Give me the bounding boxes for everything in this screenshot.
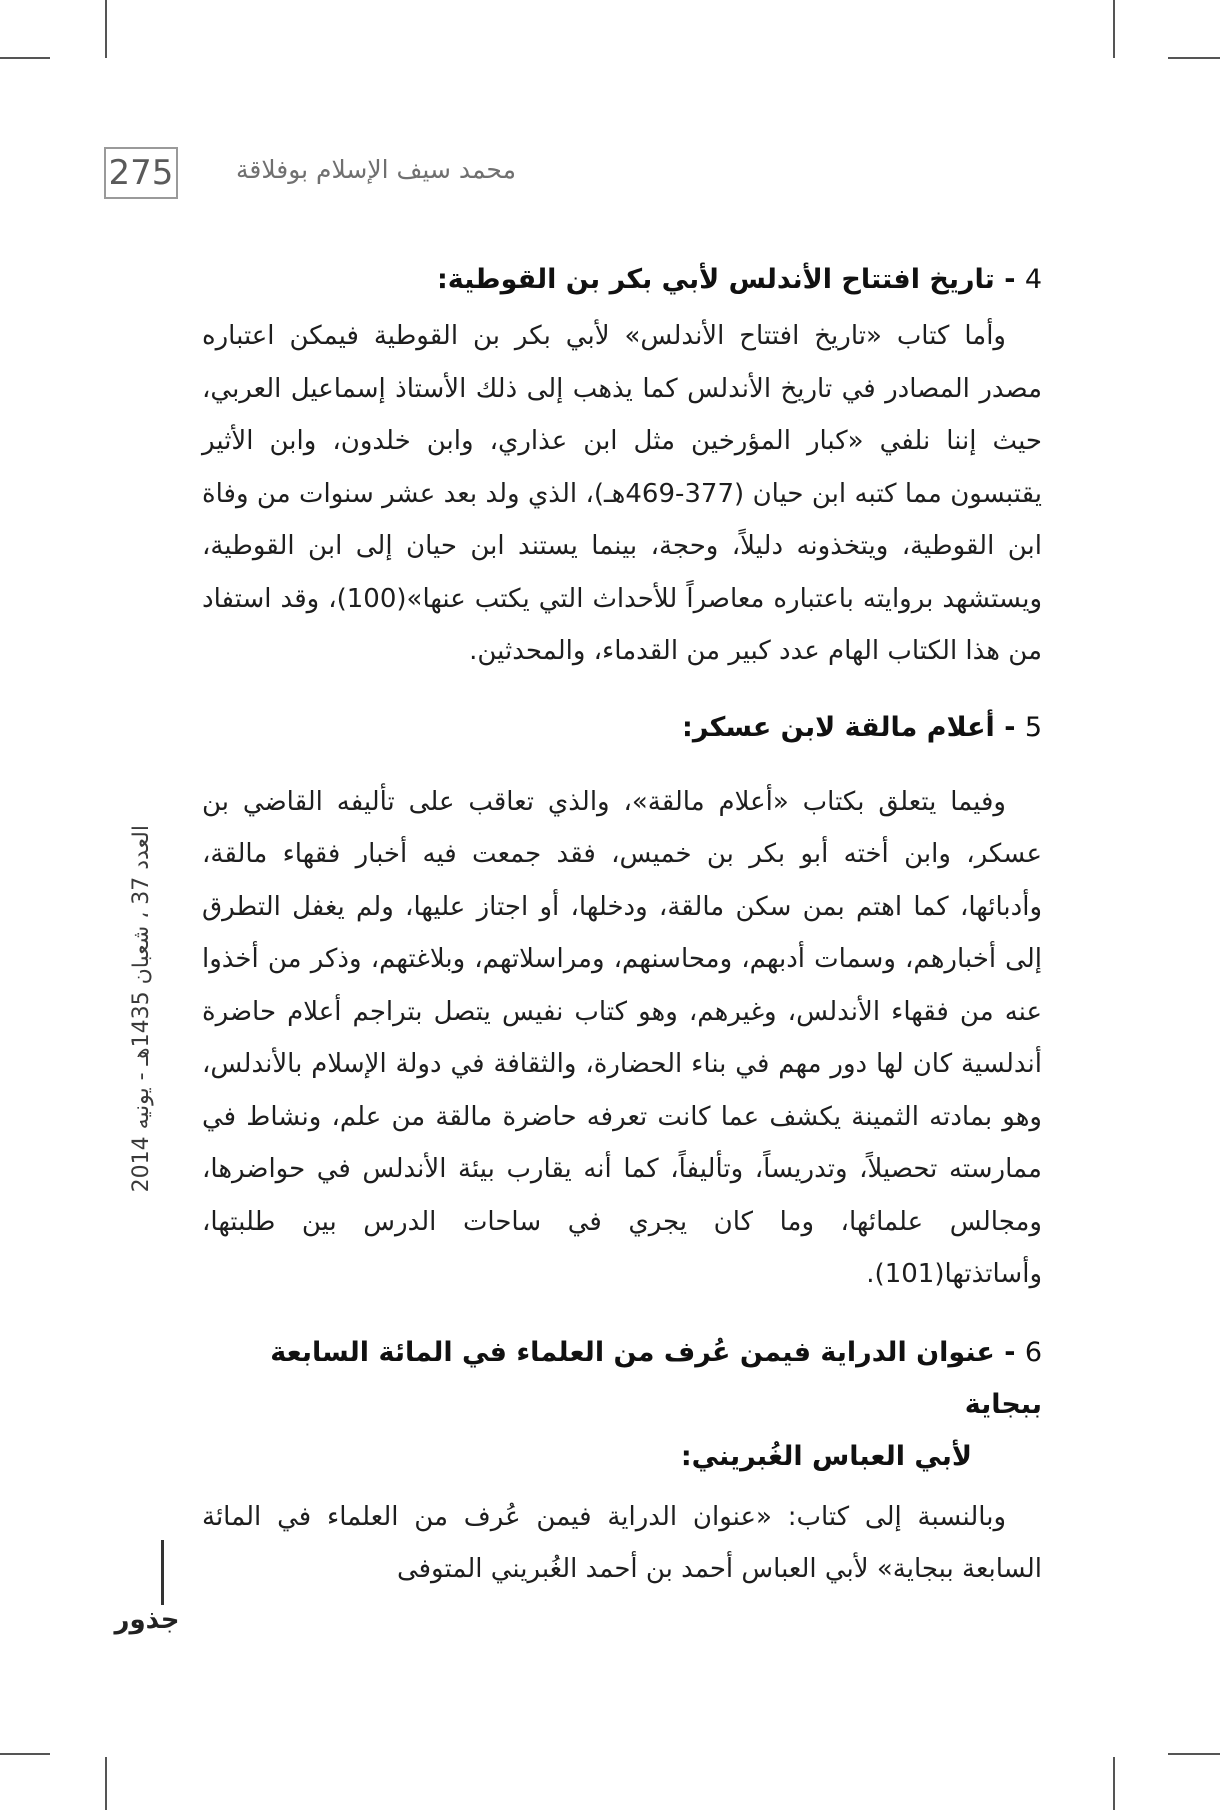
journal-logo: جذور <box>114 1605 180 1635</box>
section-heading: 5 - أعلام مالقة لابن عسكر: <box>682 711 1042 743</box>
crop-mark-bottom-left-vertical <box>105 1757 107 1810</box>
crop-mark-top-right-horizontal <box>1168 57 1220 59</box>
section-paragraph: وبالنسبة إلى كتاب: «عنوان الدراية فيمن عُرف من العلماء في المائة السابعة ببجاية» لأبي العباس أحمد بن أحمد الغُبريني المتوفى <box>202 1501 1042 1584</box>
section-paragraph: وفيما يتعلق بكتاب «أعلام مالقة»، والذي تعاقب على تأليفه القاضي بن عسكر، وابن أخته أبو بكر بن خميس، فقد جمعت فيه أخبار فقهاء مالقة، وأدبائها، كما اهتم بمن سكن مالقة، ودخلها، أو اجتاز عليها، ولم يغفل التطرق إلى أخبارهم، وسمات أدبهم، ومحاسنهم، ومراسلاتهم، وبلاغتهم، وذكر من أخذوا عنه من فقهاء الأندلس، وغيرهم، وهو كتاب نفيس يتصل بتراجم أعلام حاضرة أندلسية كان لها دور مهم في بناء الحضارة، والثقافة في دولة الإسلام بالأندلس، وهو بمادته الثمينة يكشف عما كانت تعرفه حاضرة مالقة من علم، ونشاط في ممارسته تحصيلاً، وتدريساً، وتأليفاً، كما أنه يقارب بيئة الأندلس في حواضرها، ومجالس علمائها، وما كان يجري في ساحات الدرس بين طلبتها، وأساتذتها(101). <box>202 786 1042 1289</box>
section-heading: 4 - تاريخ افتتاح الأندلس لأبي بكر بن القوطية: <box>436 264 1042 295</box>
crop-mark-top-left-vertical <box>105 0 107 58</box>
side-divider <box>161 1540 164 1605</box>
crop-mark-bottom-right-vertical <box>1113 1757 1115 1810</box>
running-header-author: محمد سيف الإسلام بوفلاقة <box>236 155 516 184</box>
section-title: أعلام مالقة لابن عسكر: <box>682 711 995 743</box>
journal-issue-info: العدد 37 ، شعبان 1435هـ - يونيه 2014 <box>129 825 154 1193</box>
crop-mark-top-left-horizontal <box>0 57 50 59</box>
crop-mark-bottom-right-horizontal <box>1168 1753 1220 1755</box>
crop-mark-bottom-left-horizontal <box>0 1753 50 1755</box>
section-number: 4 <box>1024 264 1042 295</box>
page-number: 275 <box>104 147 178 199</box>
section-number: 5 <box>1024 711 1042 743</box>
section-title: تاريخ افتتاح الأندلس لأبي بكر بن القوطية: <box>436 264 995 295</box>
section-heading: 6 - عنوان الدراية فيمن عُرف من العلماء في المائة السابعة ببجاية لأبي العباس الغُبريني: <box>202 1327 1042 1483</box>
section-paragraph: وأما كتاب «تاريخ افتتاح الأندلس» لأبي بكر بن القوطية فيمكن اعتباره مصدر المصادر في تاريخ الأندلس كما يذهب إلى ذلك الأستاذ إسماعيل العربي، حيث إننا نلفي «كبار المؤرخين مثل ابن عذاري، وابن خلدون، وابن الأثير يقتبسون مما كتبه ابن حيان (377-469هـ)، الذي ولد بعد عشر سنوات من وفاة ابن القوطية، ويتخذونه دليلاً، وحجة، بينما يستند ابن حيان إلى ابن القوطية، ويستشهد بروايته باعتباره معاصراً للأحداث التي يكتب عنها»(100)، وقد استفاد من هذا الكتاب الهام عدد كبير من القدماء، والمحدثين. <box>202 321 1042 666</box>
crop-mark-top-right-vertical <box>1113 0 1115 58</box>
section-title: عنوان الدراية فيمن عُرف من العلماء في المائة السابعة ببجاية <box>270 1336 1042 1420</box>
section-number: 6 <box>1024 1336 1042 1368</box>
article-body <box>202 254 1042 1596</box>
section-title-continuation: لأبي العباس الغُبريني: <box>680 1440 972 1472</box>
